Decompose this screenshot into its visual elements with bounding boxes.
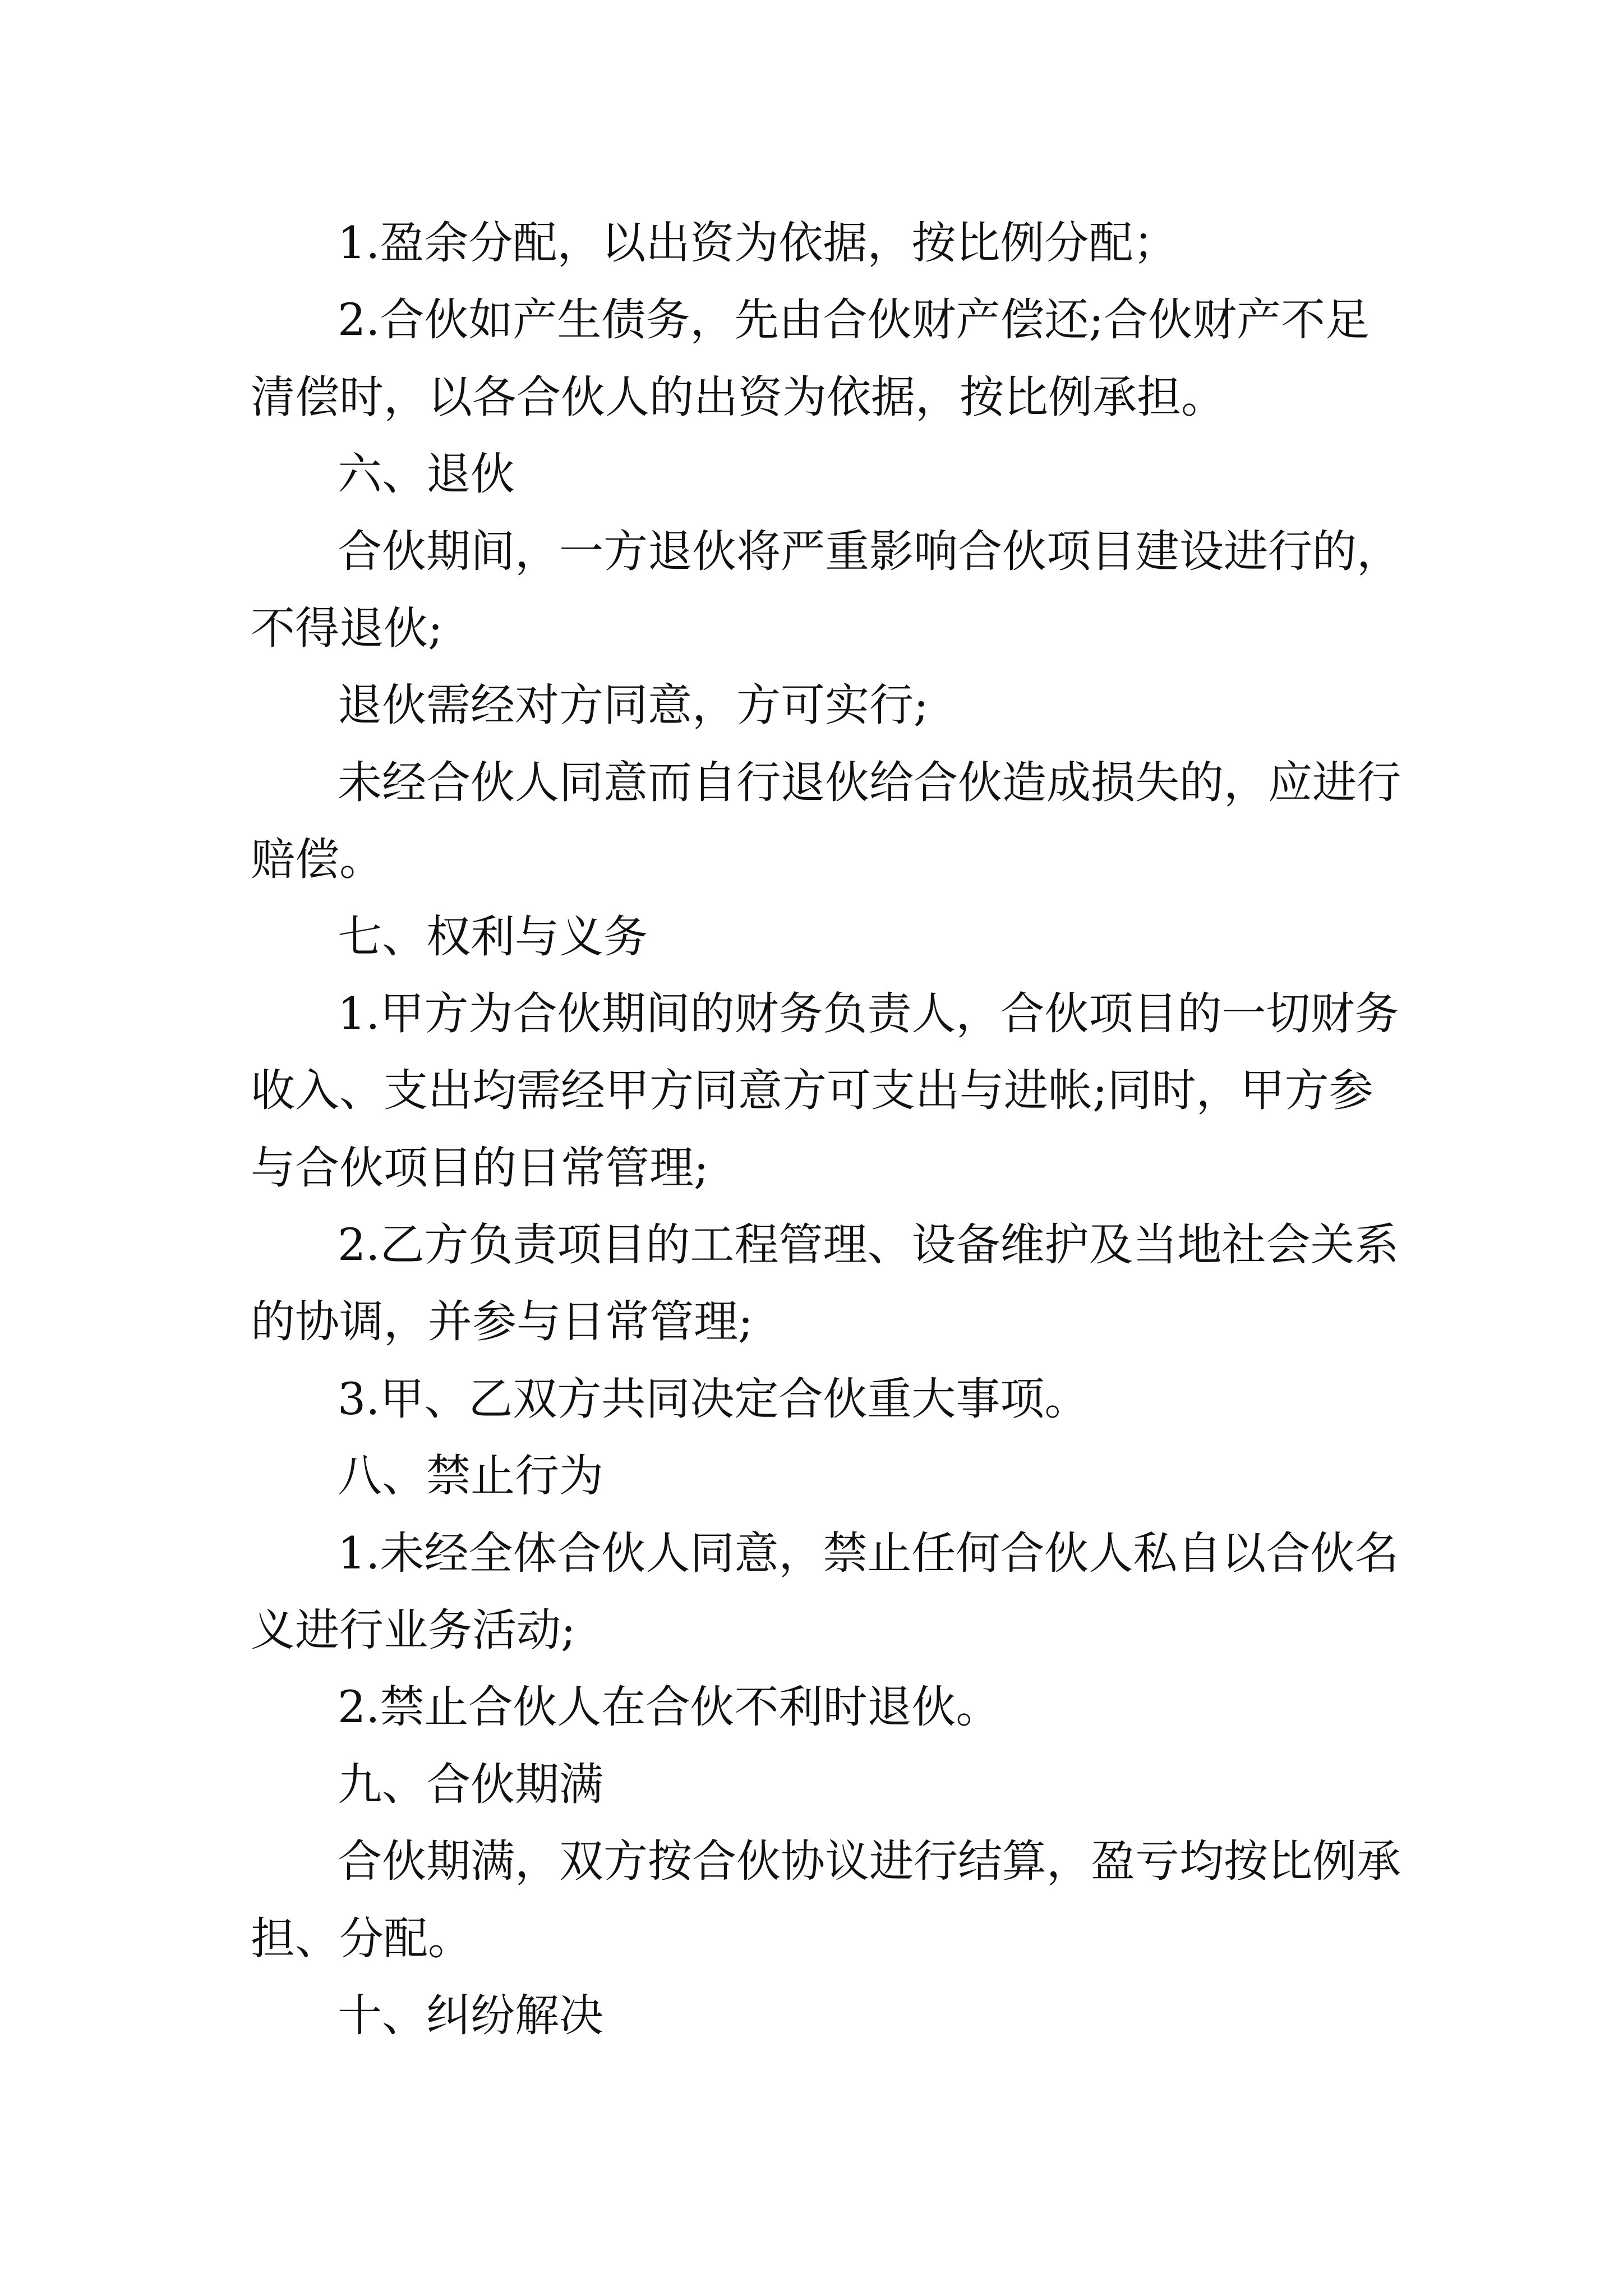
paragraph-line: 2.乙方负责项目的工程管理、设备维护及当地社会关系 <box>338 1219 1399 1271</box>
paragraph-line: 1.未经全体合伙人同意，禁止任何合伙人私自以合伙名 <box>338 1527 1399 1579</box>
section-partnership-expiry <box>251 1746 1406 1977</box>
paragraph-line: 与合伙项目的日常管理; <box>251 1142 709 1194</box>
paragraph-line: 清偿时，以各合伙人的出资为依据，按比例承担。 <box>251 371 1225 423</box>
paragraph <box>251 513 1406 668</box>
paragraph-line: 的协调，并参与日常管理; <box>251 1296 753 1348</box>
section-heading: 六、退伙 <box>338 448 515 500</box>
paragraph <box>251 667 1406 744</box>
paragraph <box>251 1669 1406 1746</box>
section-continued <box>251 205 1406 436</box>
section-heading: 七、权利与义务 <box>338 910 648 963</box>
paragraph-line: 2.禁止合伙人在合伙不利时退伙。 <box>338 1681 1000 1733</box>
paragraph-line: 合伙期满，双方按合伙协议进行结算，盈亏均按比例承 <box>338 1835 1401 1888</box>
section-heading: 十、纠纷解决 <box>338 1989 603 2041</box>
paragraph <box>251 1207 1406 1361</box>
paragraph <box>251 976 1406 1207</box>
section-heading: 九、合伙期满 <box>338 1758 603 1810</box>
paragraph-line: 赔偿。 <box>251 834 384 886</box>
paragraph <box>251 1361 1406 1438</box>
paragraph-line: 未经合伙人同意而自行退伙给合伙造成损失的，应进行 <box>338 756 1401 808</box>
paragraph-line: 2.合伙如产生债务，先由合伙财产偿还;合伙财产不足 <box>338 294 1370 346</box>
section-prohibited-acts <box>251 1438 1406 1746</box>
paragraph-line: 收入、支出均需经甲方同意方可支出与进帐;同时，甲方参 <box>251 1065 1373 1117</box>
paragraph <box>251 1823 1406 1977</box>
paragraph <box>251 282 1406 436</box>
paragraph-line: 义进行业务活动; <box>251 1604 576 1657</box>
section-heading: 八、禁止行为 <box>338 1450 603 1502</box>
paragraph-line: 合伙期间，一方退伙将严重影响合伙项目建设进行的， <box>338 525 1401 577</box>
paragraph-line: 1.盈余分配，以出资为依据，按比例分配； <box>338 217 1178 269</box>
section-rights-obligations <box>251 899 1406 1438</box>
paragraph <box>251 1515 1406 1669</box>
paragraph-line: 担、分配。 <box>251 1912 472 1964</box>
paragraph-line: 3.甲、乙双方共同决定合伙重大事项。 <box>338 1373 1089 1425</box>
paragraph <box>251 205 1406 282</box>
paragraph-line: 退伙需经对方同意，方可实行; <box>338 679 929 731</box>
document-body <box>251 205 1406 2054</box>
paragraph-line: 1.甲方为合伙期间的财务负责人，合伙项目的一切财务 <box>338 987 1399 1039</box>
section-withdrawal <box>251 436 1406 898</box>
paragraph <box>251 744 1406 899</box>
section-dispute-resolution <box>251 1977 1406 2054</box>
paragraph-line: 不得退伙; <box>251 602 443 654</box>
